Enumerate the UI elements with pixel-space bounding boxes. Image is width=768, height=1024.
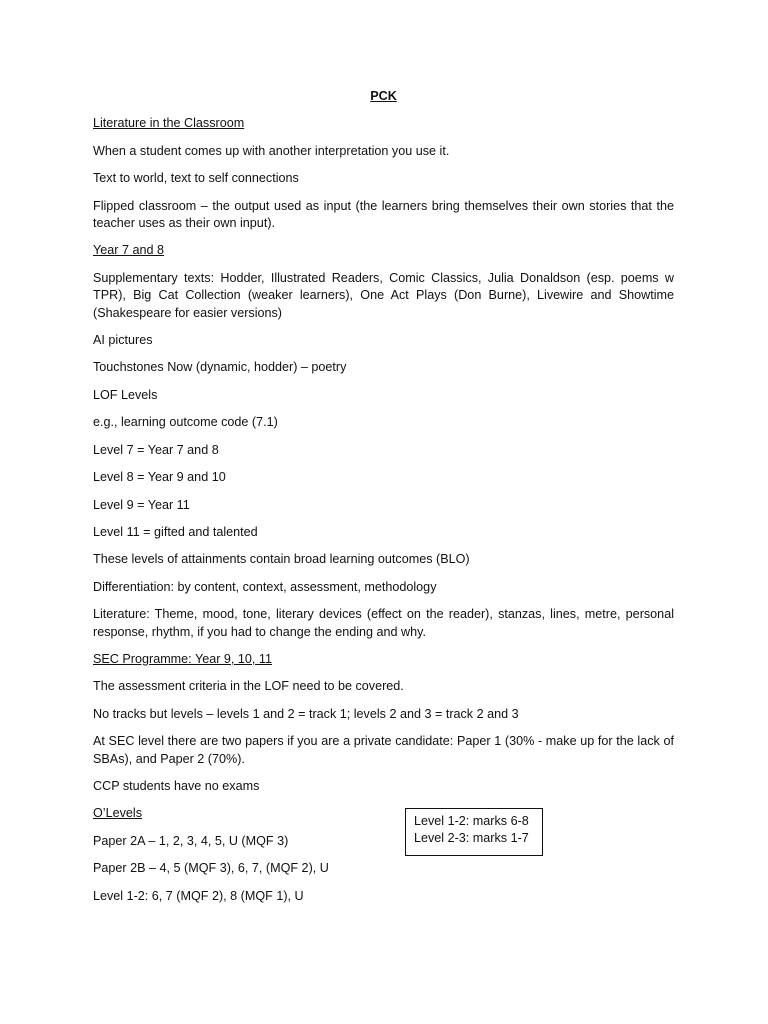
paragraph: No tracks but levels – levels 1 and 2 = track 1; levels 2 and 3 = track 2 and 3: [93, 706, 519, 721]
paragraph: Level 8 = Year 9 and 10: [93, 470, 226, 485]
paragraph: CCP students have no exams: [93, 778, 260, 793]
paragraph: At SEC level there are two papers if you are a private candidate: Paper 1 (30% - make up for the lack of SBAs), and Paper 2 (70%).: [93, 734, 674, 766]
paragraph: AI pictures: [93, 333, 153, 348]
paragraph: Supplementary texts: Hodder, Illustrated Readers, Comic Classics, Julia Donaldson (esp. poems w TPR), Big Cat Collection (weaker learners), One Act Plays (Don Burne), Livewire and Showtime (Shakespeare for easier versions): [93, 270, 674, 320]
paragraph: The assessment criteria in the LOF need to be covered.: [93, 679, 404, 694]
paragraph: Level 7 = Year 7 and 8: [93, 442, 219, 457]
paragraph: Level 11 = gifted and talented: [93, 524, 258, 539]
section-heading-year-7-8: Year 7 and 8: [93, 243, 164, 258]
paragraph: Level 1-2: 6, 7 (MQF 2), 8 (MQF 1), U: [93, 888, 304, 903]
section-heading-o-levels: O’Levels: [93, 806, 142, 821]
paragraph: Flipped classroom – the output used as input (the learners bring themselves their own stories that the teacher uses as their own input).: [93, 198, 674, 231]
paragraph: LOF Levels: [93, 387, 158, 402]
paragraph: These levels of attainments contain broad learning outcomes (BLO): [93, 552, 470, 567]
section-heading-sec-programme: SEC Programme: Year 9, 10, 11: [93, 651, 272, 666]
boxed-note-line: Level 2-3: marks 1-7: [414, 831, 529, 846]
paragraph: Literature: Theme, mood, tone, literary devices (effect on the reader), stanzas, lines, metre, personal response, rhythm, if you had to change the ending and why.: [93, 607, 674, 639]
paragraph: When a student comes up with another interpretation you use it.: [93, 143, 450, 158]
paragraph: Text to world, text to self connections: [93, 171, 299, 186]
document-title: PCK: [370, 89, 397, 103]
boxed-note-line: Level 1-2: marks 6-8: [414, 814, 529, 828]
paragraph: Touchstones Now (dynamic, hodder) – poetry: [93, 360, 347, 375]
boxed-note: [405, 808, 543, 856]
paragraph: Differentiation: by content, context, assessment, methodology: [93, 579, 437, 594]
document-body: [93, 88, 674, 915]
paragraph: Paper 2A – 1, 2, 3, 4, 5, U (MQF 3): [93, 833, 289, 848]
section-heading-literature-classroom: Literature in the Classroom: [93, 116, 245, 131]
paragraph: Paper 2B – 4, 5 (MQF 3), 6, 7, (MQF 2), U: [93, 861, 329, 876]
paragraph: e.g., learning outcome code (7.1): [93, 415, 278, 430]
paragraph: Level 9 = Year 11: [93, 497, 190, 512]
